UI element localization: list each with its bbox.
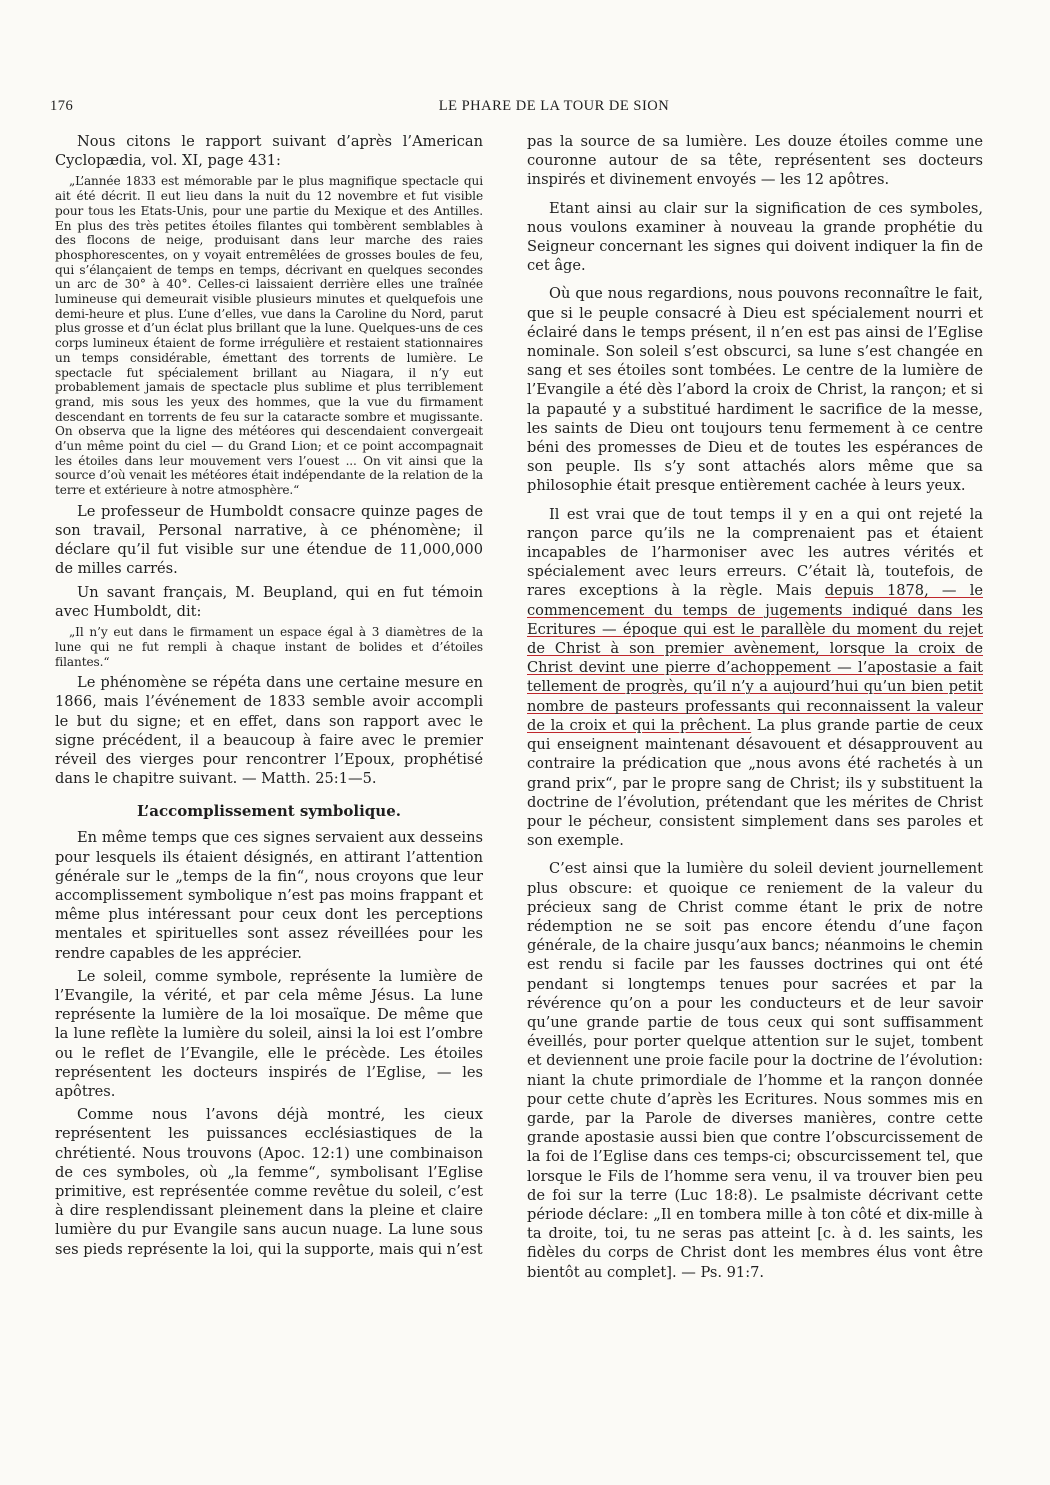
page-number: 176 — [50, 98, 74, 114]
right-column — [527, 132, 983, 1291]
paragraph: Comme nous l’avons déjà montré, les cieux représentent les puissances ecclésiastiques de la chrétienté. Nous trouvons (Apoc. 12:1) une combinaison de ces symboles, où „la femme“, symbolisant l’Eglise primitive, est représentée comme revêtue du soleil, c’est à dire resplendissant pleinement dans la pleine et claire lumière du pur Evangile sans aucun nuage. La lune sous ses pieds représente la loi, qui la supporte, mais qui n’est — [55, 1106, 483, 1258]
paragraph: Le phénomène se répéta dans une certaine mesure en 1866, mais l’événement de 1833 semble avoir accompli le but du signe; et en effet, dans son rapport avec le signe précédent, il a beaucoup à faire avec le premier réveil des vierges pour rencontrer l’Epoux, prophétisé dans le chapitre suivant. — Matth. 25:1—5. — [55, 674, 483, 788]
text-run: La plus grande partie de ceux qui enseignent maintenant désavouent et désapprouvent au contraire la prédication que „nous avons été rachetés à un grand prix“, par le propre sang de Christ; ils y substituent la doctrine de l’évolution, prétendant que les mérites de Christ pour le pécheur, consistent simplement dans ses paroles et son exemple. — [527, 716, 984, 850]
block-quote: „L’année 1833 est mémorable par le plus magnifique spectacle qui ait été décrit. Il eut lieu dans la nuit du 12 novembre et fut visible pour tous les Etats-Unis, pour une partie du Mexique et des Antilles. En plus des très petites étoiles filantes qui tombèrent semblables à des flocons de neige, produisant dans leur marche des raies phosphorescentes, on y voyait entremêlées de grosses boules de feu, qui s’élançaient de temps en temps, décrivant en quelques secondes un arc de 30° à 40°. Celles-ci laissaient derrière elles une traînée lumineuse qui demeurait visible plusieurs minutes et quelquefois une demi-heure et plus. L’une d’elles, vue dans la Caroline du Nord, parut plus grosse et d’un éclat plus brillant que la lune. Quelques-uns de ces corps lumineux étaient de forme irrégulière et restaient stationnaires un temps considérable, émettant des torrents de lumière. Le spectacle fut spécialement brillant au Niagara, il n’y eut probablement jamais de spectacle plus sublime et plus terriblement grand, mis sous les yeux des hommes, que la vue du firmament descendant en torrents de feu sur la cataracte sombre et mugissante. On observa que la ligne des météores qui descendaient convergeait d’un même point du ciel — du Grand Lion; et ce point accompagnait les étoiles dans leur mouvement vers l’ouest ... On vit ainsi que la source d’où venait les météores était indépendante de la relation de la terre et extérieure à notre atmosphère.“ — [55, 174, 483, 498]
paragraph: En même temps que ces signes servaient aux desseins pour lesquels ils étaient désignés, en attirant l’attention générale sur le „temps de la fin“, nous croyons que leur accomplissement symbolique n’est pas moins frappant et même plus intéressant pour ceux dont les perceptions mentales et spirituelles sont assez réveillées pour les rendre capables de les apprécier. — [55, 829, 483, 962]
running-header — [50, 98, 998, 120]
paragraph: Où que nous regardions, nous pouvons reconnaître le fait, que si le peuple consacré à Dieu est spécialement nourri et éclairé dans le temps présent, il n’en est pas ainsi de l’Eglise nominale. Son soleil s’est obscurci, sa lune s’est changée en sang et ses étoiles sont tombées. Le centre de la lumière de l’Evangile a été dès l’abord la croix de Christ, la rançon; et si la papauté y a substitué hardiment le sacrifice de la messe, les saints de Dieu ont toujours tenu fermement à ce centre béni des promesses de Dieu et de toutes les espérances de son peuple. Ils s’y sont attachés alors même que sa philosophie était presque entièrement cachée à leurs yeux. — [527, 285, 983, 495]
underlined-passage: depuis 1878, — le commencement du temps de jugements indiqué dans les Ecritures — époque qui est le parallèle du moment du rejet de Christ à son premier avènement, lorsque la croix de Christ devint une pierre d’achoppement — l’apostasie a fait tellement de progrès, qu’il n’y a aujourd’hui qu’un bien petit nombre de pasteurs professants qui reconnaissent la valeur de la croix et qui la prêchent. — [527, 582, 983, 734]
text-run: Il est vrai que de tout temps il y en a qui ont rejeté la rançon parce qu’ils ne la comprenaient pas et étaient incapables de l’harmoniser avec les autres vérités et spécialement avec leurs erreurs. C’était là, toutefois, de rares exceptions à la règle. Mais — [527, 505, 983, 600]
paragraph: C’est ainsi que la lumière du soleil devient journellement plus obscure: et quoique ce reniement de la valeur du précieux sang de Christ comme étant le prix de notre rédemption ne se soit pas encore étendu d’une façon générale, de la chaire jusqu’aux bancs; néanmoins le chemin est rendu si facile par les fausses doctrines qui ont été pendant si longtemps tenues pour sacrées et par la révérence qu’on a pour les conducteurs et de leur savoir qu’une grande partie de tous ceux qui sont suffisamment éveillés, pour porter quelque attention sur le sujet, tombent et deviennent une proie facile pour la doctrine de l’évolution: niant la chute primordiale de l’homme et la rançon donnée pour cette chute d’après les Ecritures. Nous sommes mis en garde, par la Parole de diverses manières, contre cette grande apostasie aussi bien que contre l’obscurcissement de la foi de l’Eglise dans ces temps-ci; obscurcissement tel, que lorsque le Fils de l’homme sera venu, il va trouver bien peu de foi sur la terre (Luc 18:8). Le psalmiste décrivant cette période déclare: „Il en tombera mille à ton côté et dix-mille à ta droite, toi, tu ne seras pas atteint [c. à d. les saints, les fidèles du corps de Christ dont les membres élus vont être bientôt au complet]. — Ps. 91:7. — [527, 860, 983, 1281]
paragraph: pas la source de sa lumière. Les douze étoiles comme une couronne autour de sa tête, représentent ses docteurs inspirés et divinement envoyés — les 12 apôtres. — [527, 133, 983, 189]
running-title: LE PHARE DE LA TOUR DE SION — [438, 98, 670, 114]
paragraph: Etant ainsi au clair sur la signification de ces symboles, nous voulons examiner à nouveau la grande prophétie du Seigneur concernant les signes qui doivent indiquer la fin de cet âge. — [527, 199, 983, 275]
paragraph: Le professeur de Humboldt consacre quinze pages de son travail, Personal narrative, à ce phénomène; il déclare qu’il fut visible sur une étendue de 11,000,000 de milles carrés. — [55, 502, 483, 578]
paragraph — [527, 505, 983, 851]
left-column — [55, 132, 483, 1263]
block-quote: „Il n’y eut dans le firmament un espace égal à 3 diamètres de la lune qui ne fut rempli à chaque instant de bolides et d’étoiles filantes.“ — [55, 625, 483, 669]
paragraph: Nous citons le rapport suivant d’après l’American Cyclopædia, vol. XI, page 431: — [55, 133, 483, 170]
section-heading: L’accomplissement symbolique. — [137, 802, 401, 821]
paragraph: Le soleil, comme symbole, représente la lumière de l’Evangile, la vérité, et par cela même Jésus. La lune représente la lumière de la loi mosaïque. De même que la lune reflète la lumière du soleil, ainsi la loi est l’ombre ou le reflet de l’Evangile, elle le précède. Les étoiles représentent les docteurs inspirés de l’Eglise, — les apôtres. — [55, 967, 483, 1101]
paragraph: Un savant français, M. Beupland, qui en fut témoin avec Humboldt, dit: — [55, 583, 483, 620]
